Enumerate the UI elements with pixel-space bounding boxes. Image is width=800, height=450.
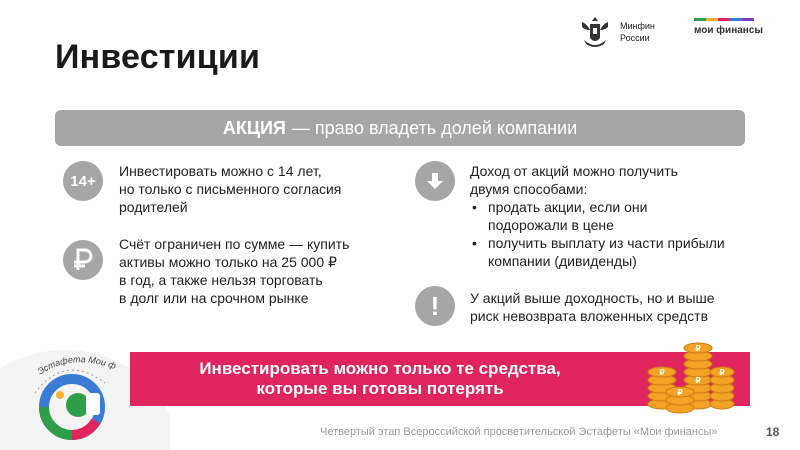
text-line: компании (дивиденды) xyxy=(488,253,637,269)
eagle-emblem-icon xyxy=(578,14,612,50)
brand-name: мои финансы xyxy=(694,25,763,36)
svg-text:₽: ₽ xyxy=(695,344,701,353)
text-line: активы можно только на 25 000 ₽ xyxy=(119,254,337,270)
arrow-down-icon xyxy=(415,161,455,201)
text-line: в долг или на срочном рынке xyxy=(119,290,309,306)
brand-color-segment xyxy=(694,18,706,21)
svg-text:₽: ₽ xyxy=(695,376,701,385)
list-item xyxy=(470,234,760,270)
definition-banner xyxy=(55,110,745,146)
text-line: родителей xyxy=(119,199,188,215)
text-line: риск невозврата вложенных средств xyxy=(470,308,709,324)
brand-color-segment xyxy=(706,18,718,21)
brand-color-segment xyxy=(718,18,730,21)
text-line: У акций выше доходность, но и выше xyxy=(470,290,715,306)
age-restriction-text xyxy=(119,162,389,216)
moi-finansy-logo xyxy=(694,18,763,36)
income-methods-list xyxy=(470,198,760,270)
brand-color-bar xyxy=(694,18,754,21)
minfin-line-1: Минфин xyxy=(620,21,655,31)
text-line: в год, а также нельзя торговать xyxy=(119,272,323,288)
banner-bold-term: АКЦИЯ xyxy=(222,117,286,138)
minfin-label xyxy=(620,20,655,44)
relay-badge-text: Эстафета Мои ф xyxy=(35,354,118,377)
text-line: Инвестировать можно с 14 лет, xyxy=(119,163,322,179)
banner-definition: — право владеть долей компании xyxy=(291,117,578,138)
arrow-down-glyph xyxy=(425,171,445,191)
page-title: Инвестиции xyxy=(55,38,261,76)
brand-color-segment xyxy=(742,18,754,21)
account-limit-text xyxy=(119,235,399,307)
risk-text xyxy=(470,289,760,325)
svg-text:₽: ₽ xyxy=(677,388,683,397)
exclamation-icon: ! xyxy=(415,286,455,326)
text-line: двумя способами: xyxy=(470,181,588,197)
svg-text:₽: ₽ xyxy=(719,368,725,377)
text-line: Счёт ограничен по сумме — купить xyxy=(119,236,350,252)
text-line: • получить выплату из части прибыли xyxy=(488,235,725,251)
text-line: • продать акции, если они xyxy=(488,199,648,215)
warning-line-1: Инвестировать можно только те средства, xyxy=(199,359,561,378)
age-14-icon xyxy=(63,161,103,201)
coin-stacks-icon xyxy=(640,326,740,416)
header-logos xyxy=(578,12,778,52)
warning-line-2: которые вы готовы потерять xyxy=(256,379,504,398)
page-number: 18 xyxy=(766,425,780,439)
brand-color-segment xyxy=(730,18,742,21)
age-label: 14+ xyxy=(70,172,96,190)
text-line: но только с письменного согласия xyxy=(119,181,342,197)
svg-text:₽: ₽ xyxy=(659,368,665,377)
minfin-line-2: России xyxy=(620,33,650,43)
list-item xyxy=(470,198,760,234)
ruble-glyph xyxy=(72,248,94,272)
ruble-icon xyxy=(63,240,103,280)
text-line: Доход от акций можно получить xyxy=(470,163,678,179)
footer-text: Четвертый этап Всероссийской просветительской Эстафеты «Мои финансы» xyxy=(320,426,718,438)
text-line: подорожали в цене xyxy=(488,217,614,233)
income-methods-text xyxy=(470,162,760,270)
